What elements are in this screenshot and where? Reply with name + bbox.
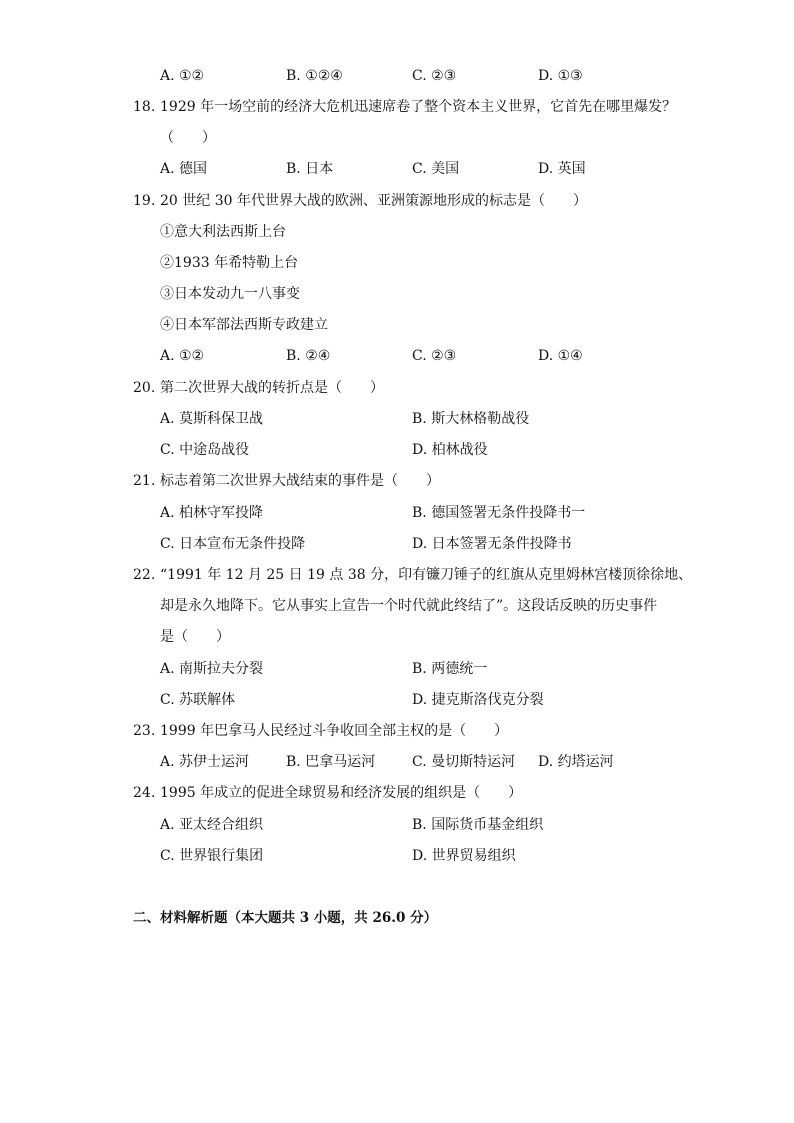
q19-stem: 20 世纪 30 年代世界大战的欧洲、亚洲策源地形成的标志是（ ） bbox=[160, 193, 587, 209]
q21-option-b: B. 德国签署无条件投降书一 bbox=[412, 505, 586, 521]
q23-option-b: B. 巴拿马运河 bbox=[286, 754, 376, 770]
q19-option-c: C. ②③ bbox=[412, 348, 457, 364]
q20-option-c: C. 中途岛战役 bbox=[160, 442, 250, 458]
q17-option-a: A. ①② bbox=[160, 68, 205, 84]
q23-stem: 1999 年巴拿马人民经过斗争收回全部主权的是（ ） bbox=[160, 723, 509, 739]
q24-stem: 1995 年成立的促进全球贸易和经济发展的组织是（ ） bbox=[160, 785, 523, 801]
q23-option-d: D. 约塔运河 bbox=[538, 754, 614, 770]
q21-option-a: A. 柏林守军投降 bbox=[160, 505, 264, 521]
q18-number: 18. bbox=[133, 99, 156, 115]
q21-stem: 标志着第二次世界大战结束的事件是（ ） bbox=[160, 473, 440, 489]
q23-number: 23. bbox=[133, 723, 156, 739]
q19-option-b: B. ②④ bbox=[286, 348, 331, 364]
q18-option-d: D. 英国 bbox=[538, 161, 586, 177]
q18-stem: 1929 年一场空前的经济大危机迅速席卷了整个资本主义世界，它首先在哪里爆发？ bbox=[160, 99, 677, 115]
q22-option-a: A. 南斯拉夫分裂 bbox=[160, 661, 264, 677]
q22-stem-line-3: 是（ ） bbox=[160, 629, 230, 645]
q23-option-a: A. 苏伊士运河 bbox=[160, 754, 250, 770]
q22-stem-line-1: “1991 年 12 月 25 日 19 点 38 分，印有镰刀锤子的红旗从克里姆林宫楼顶徐徐地、 bbox=[160, 567, 693, 583]
q24-option-c: C. 世界银行集团 bbox=[160, 848, 264, 864]
q19-number: 19. bbox=[133, 193, 156, 209]
q24-option-d: D. 世界贸易组织 bbox=[412, 848, 516, 864]
q22-option-d: D. 捷克斯洛伐克分裂 bbox=[412, 692, 544, 708]
q24-number: 24. bbox=[133, 785, 156, 801]
section-2-heading: 二、材料解析题（本大题共 3 小题，共 26.0 分） bbox=[133, 910, 438, 926]
q20-stem: 第二次世界大战的转折点是（ ） bbox=[160, 380, 384, 396]
q19-item-4: ④日本军部法西斯专政建立 bbox=[160, 317, 328, 333]
q20-option-a: A. 莫斯科保卫战 bbox=[160, 411, 264, 427]
q18-option-a: A. 德国 bbox=[160, 161, 208, 177]
q18-stem-continued: （ ） bbox=[160, 130, 216, 146]
q20-option-b: B. 斯大林格勒战役 bbox=[412, 411, 530, 427]
q22-option-b: B. 两德统一 bbox=[412, 661, 488, 677]
q17-option-c: C. ②③ bbox=[412, 68, 457, 84]
q19-item-3: ③日本发动九一八事变 bbox=[160, 286, 300, 302]
q22-number: 22. bbox=[133, 567, 156, 583]
q24-option-b: B. 国际货币基金组织 bbox=[412, 817, 544, 833]
q19-item-2: ②1933 年希特勒上台 bbox=[160, 255, 299, 271]
q17-option-d: D. ①③ bbox=[538, 68, 583, 84]
q21-option-c: C. 日本宣布无条件投降 bbox=[160, 536, 306, 552]
q19-item-1: ①意大利法西斯上台 bbox=[160, 224, 286, 240]
q19-option-a: A. ①② bbox=[160, 348, 205, 364]
q18-option-b: B. 日本 bbox=[286, 161, 334, 177]
q22-stem-line-2: 却是永久地降下。它从事实上宣告一个时代就此终结了”。这段话反映的历史事件 bbox=[160, 598, 658, 614]
q22-option-c: C. 苏联解体 bbox=[160, 692, 236, 708]
q17-option-b: B. ①②④ bbox=[286, 68, 343, 84]
q23-option-c: C. 曼切斯特运河 bbox=[412, 754, 516, 770]
q21-option-d: D. 日本签署无条件投降书 bbox=[412, 536, 572, 552]
q20-option-d: D. 柏林战役 bbox=[412, 442, 488, 458]
q21-number: 21. bbox=[133, 473, 156, 489]
q19-option-d: D. ①④ bbox=[538, 348, 583, 364]
q20-number: 20. bbox=[133, 380, 156, 396]
q24-option-a: A. 亚太经合组织 bbox=[160, 817, 264, 833]
q18-option-c: C. 美国 bbox=[412, 161, 460, 177]
